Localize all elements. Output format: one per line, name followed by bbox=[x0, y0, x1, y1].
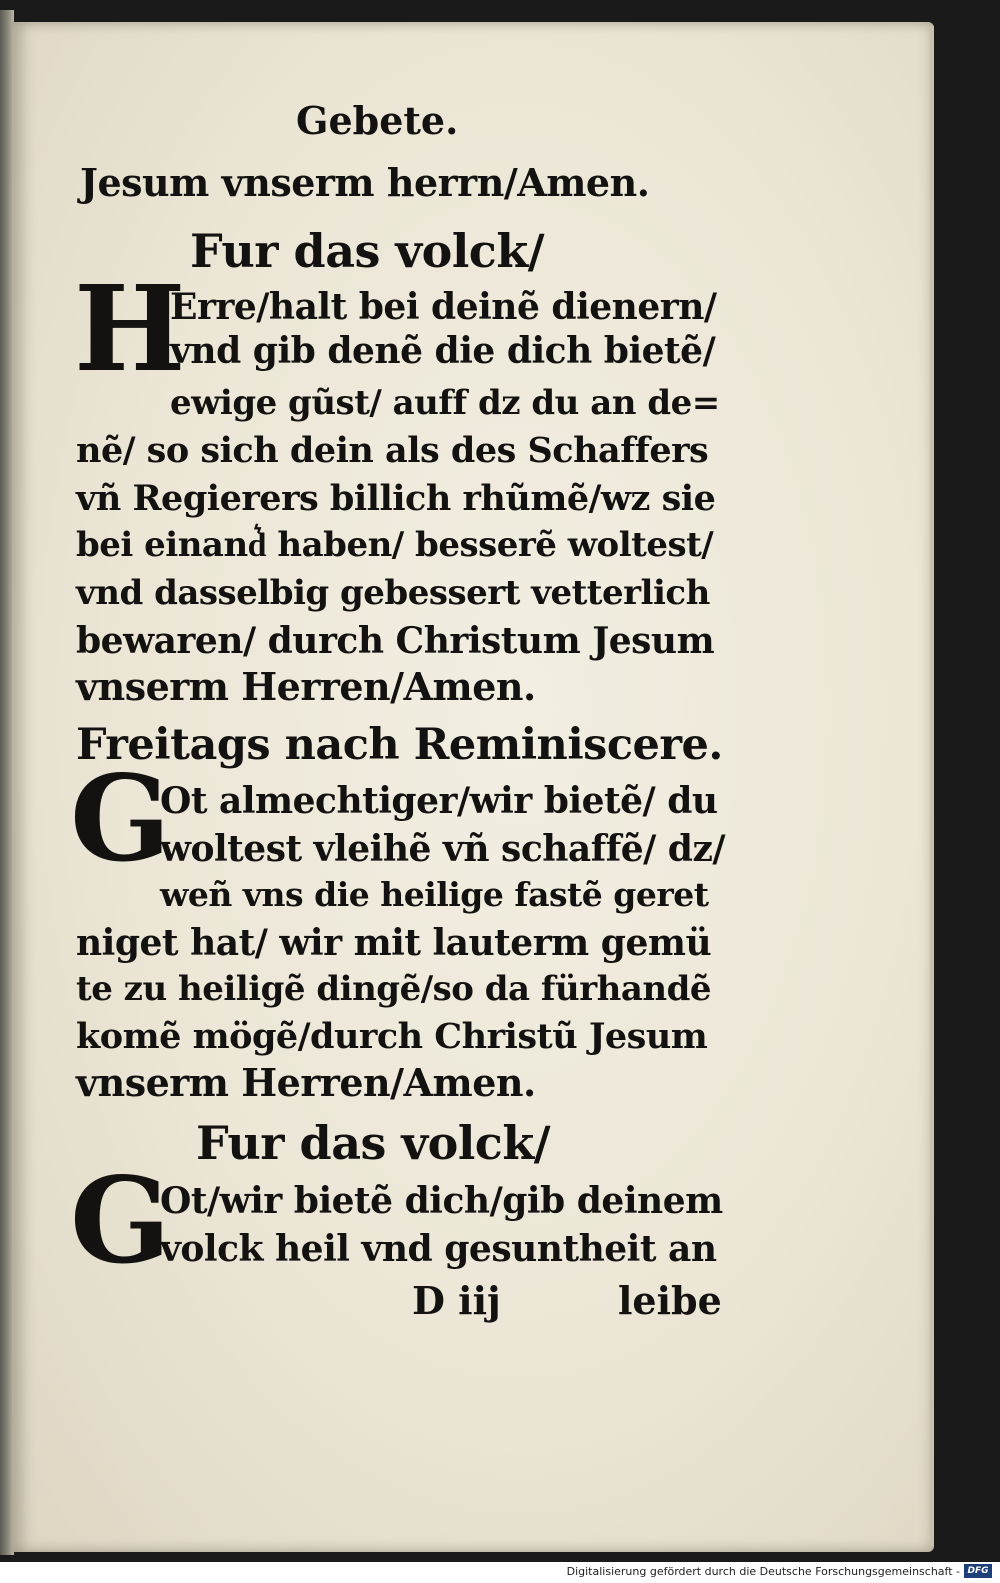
text-line: nẽ/ so sich dein als des Schaffers bbox=[76, 430, 709, 471]
text-line: weñ vns die heilige fastẽ geret bbox=[160, 875, 709, 914]
text-line: te zu heiligẽ dingẽ/so da fürhandẽ bbox=[76, 969, 712, 1009]
text-line: vñ Regierers billich rhũmẽ/wz sie bbox=[76, 478, 716, 519]
catchword: leibe bbox=[618, 1278, 722, 1323]
page-edge bbox=[930, 26, 934, 1546]
text-line: vnserm Herren/Amen. bbox=[76, 664, 536, 709]
signature-mark: D iij bbox=[412, 1278, 501, 1323]
text-line: volck heil vnd gesuntheit an bbox=[160, 1228, 717, 1270]
text-line: Ot almechtiger/wir bietẽ/ du bbox=[160, 780, 718, 822]
text-line: Ot/wir bietẽ dich/gib deinem bbox=[160, 1180, 723, 1222]
text-line: Erre/halt bei deinẽ dienern/ bbox=[170, 286, 717, 328]
drop-initial: H bbox=[74, 259, 186, 398]
digitization-credit: Digitalisierung gefördert durch die Deutsche Forschungsgemeinschaft - bbox=[566, 1565, 960, 1578]
text-line: ewige gũst/ auff dz du an de= bbox=[170, 383, 720, 423]
text-line: bewaren/ durch Christum Jesum bbox=[76, 620, 715, 662]
drop-initial: G bbox=[70, 1151, 171, 1290]
text-line: komẽ mögẽ/durch Christũ Jesum bbox=[76, 1016, 708, 1057]
section-heading: Fur das volck/ bbox=[190, 224, 544, 278]
drop-initial: G bbox=[70, 749, 171, 888]
section-heading: Freitags nach Reminiscere. bbox=[76, 720, 723, 770]
text-line: Jesum vnserm herrn/Amen. bbox=[80, 160, 650, 205]
text-line: vnd gib denẽ die dich bietẽ/ bbox=[170, 330, 716, 372]
section-heading: Fur das volck/ bbox=[196, 1116, 550, 1170]
running-head: Gebete. bbox=[296, 98, 459, 143]
text-line: bei einand͛ haben/ besserẽ woltest/ bbox=[76, 525, 714, 565]
text-line: vnserm Herren/Amen. bbox=[76, 1060, 536, 1105]
text-line: woltest vleihẽ vñ schaffẽ/ dz/ bbox=[160, 828, 726, 870]
text-line: niget hat/ wir mit lauterm gemü bbox=[76, 922, 712, 964]
text-line: vnd dasselbig gebessert vetterlich bbox=[76, 573, 710, 613]
dfg-logo: DFG bbox=[964, 1564, 992, 1578]
